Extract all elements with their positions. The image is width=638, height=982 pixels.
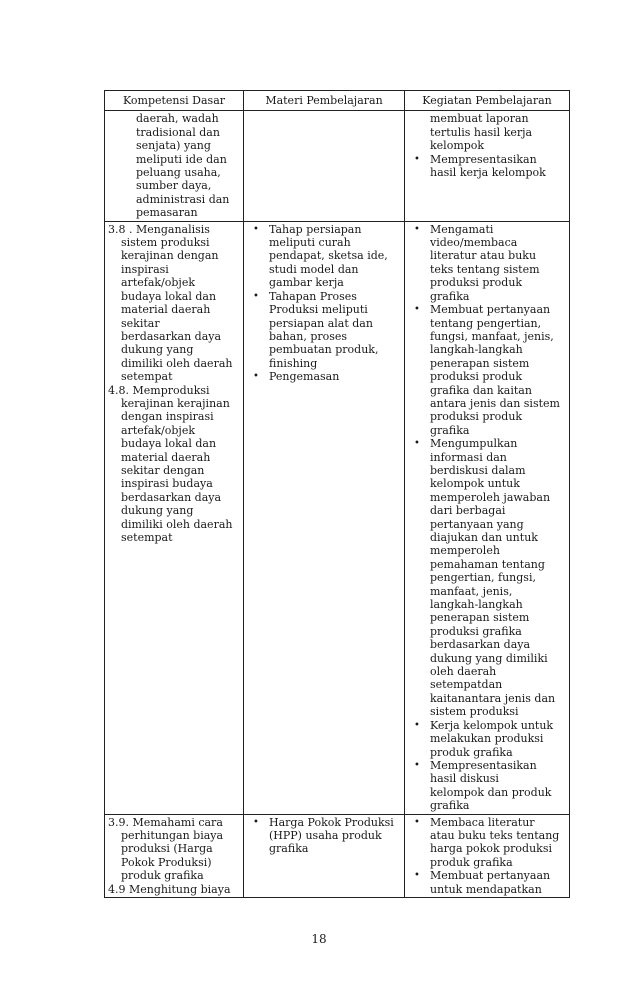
- text-line: dukung yang: [121, 343, 194, 357]
- cell-kd: [105, 814, 244, 897]
- text-line: fungsi, manfaat, jenis,: [430, 329, 554, 343]
- text-line: hasil kerja kelompok: [430, 166, 546, 180]
- text-line: senjata) yang: [136, 139, 211, 153]
- text-line: hasil diskusi: [430, 772, 499, 786]
- table-row: [105, 111, 570, 221]
- text-line: meliputi ide dan: [136, 152, 227, 166]
- text-line: kerajinan kerajinan: [121, 396, 230, 410]
- page-number: 18: [311, 932, 327, 946]
- text-line: Membaca literatur: [430, 815, 535, 829]
- text-line: grafika: [269, 842, 309, 856]
- cell-materi: [244, 814, 405, 897]
- text-line: melakukan produksi: [430, 732, 544, 746]
- text-line: setempat: [121, 531, 173, 544]
- text-line: kaitanantara jenis dan: [430, 691, 556, 705]
- text-line: finishing: [269, 356, 318, 370]
- text-line: grafika dan kaitan: [430, 383, 532, 397]
- bullet-icon: •: [414, 719, 420, 731]
- text-line: untuk mendapatkan: [430, 882, 542, 896]
- text-line: dukung yang: [121, 504, 194, 518]
- bullet-icon: •: [253, 223, 259, 235]
- text-line: penerapan sistem: [430, 611, 530, 625]
- text-line: Pokok Produksi): [121, 855, 212, 869]
- text-line: kerajinan dengan: [121, 249, 219, 263]
- text-line: tradisional dan: [136, 125, 220, 139]
- text-line: Mengamati: [430, 222, 494, 236]
- text-line: inspirasi budaya: [121, 477, 213, 491]
- text-line: sekitar dengan: [121, 463, 205, 477]
- text-line: berdasarkan daya: [121, 490, 222, 504]
- text-line: Tahapan Proses: [269, 289, 357, 303]
- text-line: artefak/objek: [121, 423, 195, 437]
- list-item: [408, 759, 566, 813]
- text-line: Produksi meliputi: [269, 303, 368, 317]
- list-item: [247, 290, 401, 370]
- text-line: langkah-langkah: [430, 598, 523, 612]
- text-line: memperoleh: [430, 544, 500, 558]
- text-line: meliputi curah: [269, 236, 351, 250]
- text-line: tertulis hasil kerja: [430, 125, 533, 139]
- list-item: [408, 816, 566, 870]
- header-kompetensi-dasar: Kompetensi Dasar: [105, 91, 244, 111]
- header-kegiatan-pembelajaran: Kegiatan Pembelajaran: [405, 91, 570, 111]
- kegiatan-continuation: [408, 112, 566, 152]
- materi-list: [247, 816, 401, 856]
- cell-kd: [105, 221, 244, 814]
- text-line: Mempresentasikan: [430, 152, 537, 166]
- text-line: persiapan alat dan: [269, 316, 373, 330]
- text-line: penerapan sistem: [430, 356, 530, 370]
- kegiatan-list: [408, 223, 566, 813]
- text-line: langkah-langkah: [430, 343, 523, 357]
- text-line: produksi produk: [430, 370, 523, 384]
- text-line: perhitungan biaya: [121, 828, 224, 842]
- text-line: produksi produk: [430, 276, 523, 290]
- text-line: setempat: [121, 370, 173, 384]
- text-line: teks tentang sistem: [430, 262, 540, 276]
- text-line: dengan inspirasi: [121, 410, 214, 424]
- list-item: [408, 303, 566, 437]
- text-line: pertanyaan yang: [430, 517, 524, 531]
- kd-label: 3.9. Memahami cara: [108, 815, 223, 829]
- text-line: informasi dan: [430, 450, 507, 464]
- list-item: [408, 719, 566, 759]
- cell-kegiatan: [405, 814, 570, 897]
- text-line: budaya lokal dan: [121, 437, 217, 451]
- kd-item: [108, 883, 240, 896]
- text-line: berdiskusi dalam: [430, 463, 526, 477]
- materi-list: [247, 223, 401, 384]
- text-line: pembuatan produk,: [269, 343, 379, 357]
- table-row: [105, 221, 570, 814]
- text-line: tentang pengertian,: [430, 316, 542, 330]
- list-item: [408, 437, 566, 719]
- kegiatan-list: [408, 153, 566, 180]
- text-line: produk grafika: [430, 855, 513, 869]
- text-line: inspirasi: [121, 262, 169, 276]
- text-line: antara jenis dan sistem: [430, 396, 560, 410]
- text-line: dari berbagai: [430, 504, 506, 518]
- text-line: material daerah: [121, 450, 211, 464]
- text-line: pemasaran: [136, 206, 198, 220]
- text-line: Pengemasan: [269, 370, 340, 384]
- table-row: [105, 814, 570, 897]
- text-line: atau buku teks tentang: [430, 828, 560, 842]
- text-line: daerah, wadah: [136, 112, 219, 126]
- text-line: sumber daya,: [136, 179, 212, 193]
- cell-kegiatan: [405, 111, 570, 221]
- text-line: pendapat, sketsa ide,: [269, 249, 388, 263]
- text-line: kelompok dan produk: [430, 785, 552, 799]
- kd-continuation: [108, 112, 240, 219]
- text-line: literatur atau buku: [430, 249, 537, 263]
- text-line: produk grafika: [430, 745, 513, 759]
- text-line: kelompok: [430, 139, 485, 153]
- text-line: Mengumpulkan: [430, 437, 518, 451]
- text-line: sekitar: [121, 316, 160, 330]
- text-line: administrasi dan: [136, 192, 230, 206]
- text-line: dukung yang dimiliki: [430, 651, 548, 665]
- text-line: (HPP) usaha produk: [269, 828, 382, 842]
- text-line: artefak/objek: [121, 276, 195, 290]
- cell-materi: [244, 221, 405, 814]
- header-materi-pembelajaran: Materi Pembelajaran: [244, 91, 405, 111]
- kd-label: 3.8 . Menganalisis: [108, 222, 210, 236]
- text-line: kelompok untuk: [430, 477, 520, 491]
- kd-item: [108, 816, 240, 883]
- text-line: grafika: [430, 289, 470, 303]
- text-line: dimiliki oleh daerah: [121, 356, 233, 370]
- text-line: produksi grafika: [430, 624, 522, 638]
- bullet-icon: •: [414, 870, 420, 882]
- text-line: produksi (Harga: [121, 842, 213, 856]
- text-line: setempatdan: [430, 678, 503, 692]
- text-line: Mempresentasikan: [430, 758, 537, 772]
- kd-label: 4.8. Memproduksi: [108, 383, 210, 397]
- bullet-icon: •: [414, 304, 420, 316]
- text-line: video/membaca: [430, 236, 518, 250]
- kd-item: [108, 223, 240, 384]
- text-line: Tahap persiapan: [269, 222, 362, 236]
- kd-item: [108, 384, 240, 545]
- text-line: memperoleh jawaban: [430, 490, 551, 504]
- list-item: [408, 223, 566, 303]
- cell-kd: [105, 111, 244, 221]
- text-line: produk grafika: [121, 869, 204, 883]
- kegiatan-list: [408, 816, 566, 896]
- text-line: material daerah: [121, 303, 211, 317]
- list-item: [247, 816, 401, 856]
- curriculum-table: [104, 90, 570, 898]
- text-line: dimiliki oleh daerah: [121, 517, 233, 531]
- text-line: pemahaman tentang: [430, 557, 545, 571]
- list-item: [408, 153, 566, 180]
- cell-materi: [244, 111, 405, 221]
- text-line: membuat laporan: [430, 112, 529, 126]
- table-header-row: [105, 91, 570, 111]
- list-item: [247, 223, 401, 290]
- text-line: berdasarkan daya: [121, 329, 222, 343]
- text-line: diajukan dan untuk: [430, 531, 538, 544]
- text-line: Membuat pertanyaan: [430, 303, 551, 317]
- text-line: grafika: [430, 423, 470, 437]
- bullet-icon: •: [414, 759, 420, 771]
- bullet-icon: •: [414, 438, 420, 450]
- kd-label: 4.9 Menghitung biaya: [108, 882, 231, 896]
- bullet-icon: •: [414, 153, 420, 165]
- text-line: manfaat, jenis,: [430, 584, 513, 598]
- text-line: Membuat pertanyaan: [430, 869, 551, 883]
- bullet-icon: •: [253, 290, 259, 302]
- list-item: [247, 370, 401, 383]
- text-line: grafika: [430, 799, 470, 813]
- bullet-icon: •: [414, 223, 420, 235]
- text-line: berdasarkan daya: [430, 638, 531, 652]
- text-line: Kerja kelompok untuk: [430, 718, 554, 732]
- text-line: sistem produksi: [430, 705, 519, 719]
- text-line: budaya lokal dan: [121, 289, 217, 303]
- bullet-icon: •: [253, 371, 259, 383]
- text-line: Harga Pokok Produksi: [269, 815, 394, 829]
- text-line: bahan, proses: [269, 329, 348, 343]
- text-line: studi model dan: [269, 262, 359, 276]
- bullet-icon: •: [414, 816, 420, 828]
- cell-kegiatan: [405, 221, 570, 814]
- text-line: pengertian, fungsi,: [430, 571, 536, 585]
- text-line: harga pokok produksi: [430, 842, 552, 856]
- list-item: [408, 869, 566, 896]
- text-line: sistem produksi: [121, 236, 210, 250]
- text-line: oleh daerah: [430, 665, 497, 679]
- bullet-icon: •: [253, 816, 259, 828]
- text-line: peluang usaha,: [136, 166, 221, 180]
- text-line: gambar kerja: [269, 276, 344, 290]
- text-line: produksi produk: [430, 410, 523, 424]
